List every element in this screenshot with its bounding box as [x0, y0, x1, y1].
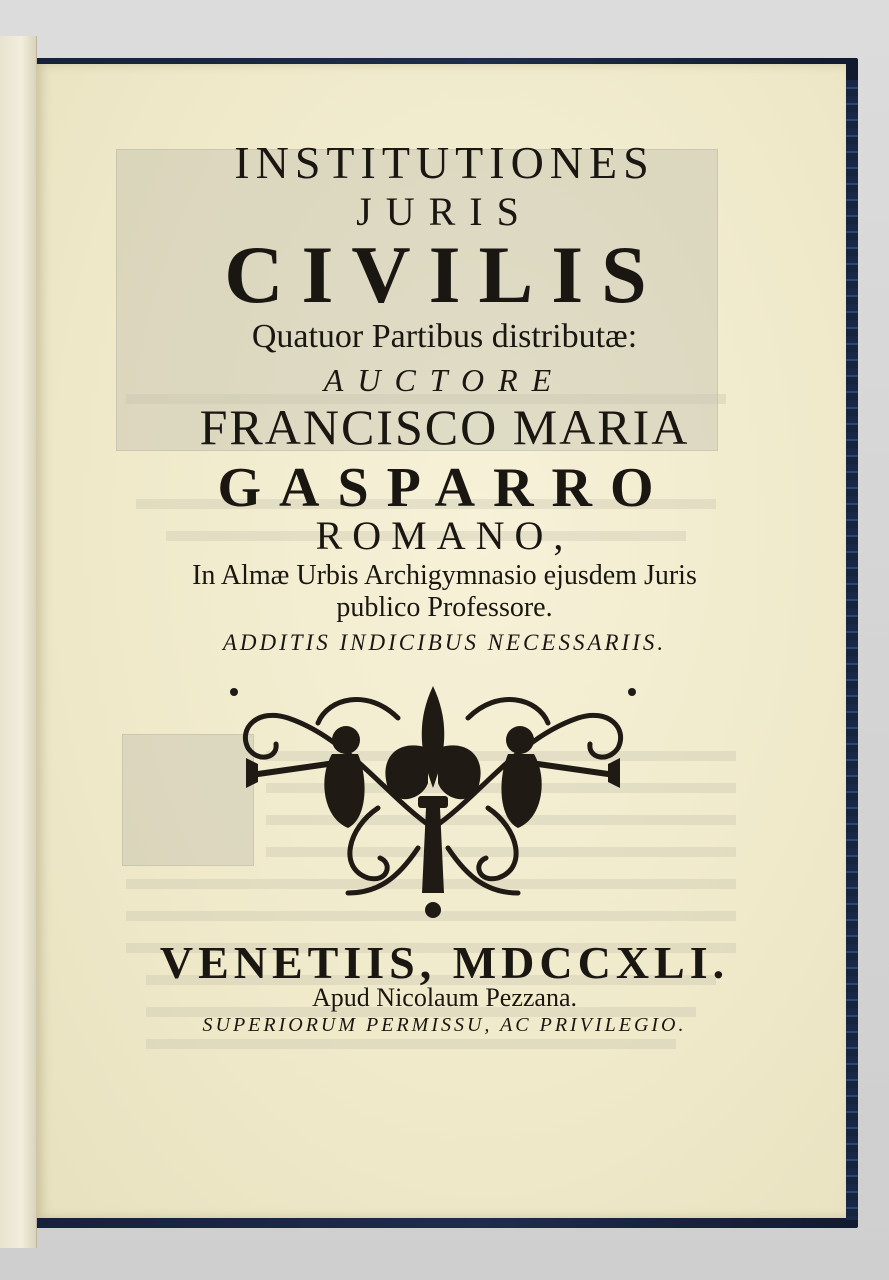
imprint-privilege: SUPERIORUM PERMISSU, AC PRIVILEGIO.: [202, 1014, 687, 1036]
author-first-names: FRANCISCO MARIA: [199, 399, 690, 455]
author-origin: ROMANO,: [315, 513, 574, 558]
title-line-juris: JURIS: [356, 189, 533, 234]
author-surname: GASPARRO: [217, 457, 672, 519]
imprint-place-date: VENETIIS, MDCCXLI.: [159, 937, 730, 988]
imprint-printer: Apud Nicolaum Pezzana.: [312, 983, 577, 1012]
subtitle-line: Quatuor Partibus distributæ:: [251, 318, 638, 355]
title-line-institutiones: INSTITUTIONES: [234, 137, 655, 188]
additions-line: ADDITIS INDICIBUS NECESSARIIS.: [222, 630, 667, 655]
title-line-civilis: CIVILIS: [224, 229, 665, 320]
fleur-de-lis-with-trumpeting-cherubs-icon: [228, 678, 638, 924]
author-position-line1: In Almæ Urbis Archigymnasio ejusdem Juris: [192, 560, 697, 591]
author-position-line2: publico Professore.: [336, 592, 553, 623]
auctore-line: AUCTORE: [323, 362, 566, 398]
